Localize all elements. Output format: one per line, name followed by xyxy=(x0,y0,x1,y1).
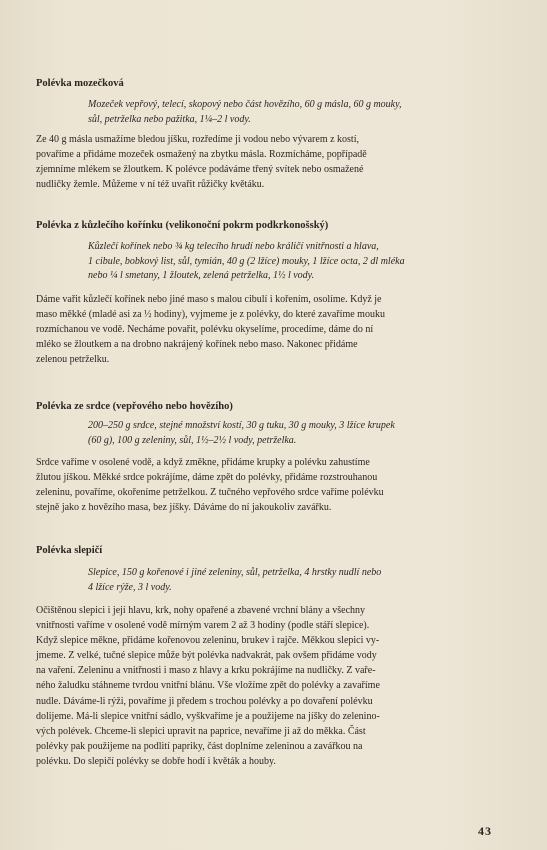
ingredients-line: 4 lžíce rýže, 3 l vody. xyxy=(88,581,172,593)
recipe-title: Polévka ze srdce (vepřového nebo hovězího) xyxy=(36,401,233,412)
text-line: na vaření. Zeleninu a vnitřnosti i maso z hlavy a krku pokrájíme na nudličky. Z vaře- xyxy=(36,665,376,677)
recipe-title: Polévka slepičí xyxy=(36,545,103,556)
recipe-instructions xyxy=(36,292,385,367)
text-line: vnitřnosti vaříme v osolené vodě mírným varem 2 až 3 hodiny (podle stáří slepice). xyxy=(36,620,370,632)
ingredients-line: Mozeček vepřový, telecí, skopový nebo část hovězího, 60 g másla, 60 g mouky, xyxy=(88,99,402,110)
recipe-instructions xyxy=(36,455,384,515)
recipe-ingredients xyxy=(88,98,402,127)
text-line: polévku. Do slepičí polévky se dobře hodí i květák a houby. xyxy=(36,755,276,767)
text-line: Očištěnou slepici i její hlavu, krk, nohy opařené a zbavené vrchní blány a všechny xyxy=(36,605,366,616)
recipe-title: Polévka mozečková xyxy=(36,78,124,89)
ingredients-line: sůl, petrželka nebo pažitka, 1¼–2 l vody. xyxy=(88,113,251,125)
text-line: vých polévek. Chceme-li slepici upravit na paprice, nevaříme ji až do měkka. Část xyxy=(36,725,366,737)
text-line: dolijeme. Má-li slepice vnitřní sádlo, vyškvaříme je a použijeme na jíšky do zelenino- xyxy=(36,710,380,722)
page-number: 43 xyxy=(478,824,492,838)
text-line: zelenou petrželku. xyxy=(36,354,110,366)
text-line: Když slepice měkne, přidáme kořenovou zeleninu, brukev i rajče. Měkkou slepici vy- xyxy=(36,635,380,647)
text-line: Ze 40 g másla usmažíme bledou jíšku, rozředíme ji vodou nebo vývarem z kostí, xyxy=(36,134,359,145)
recipe-title: Polévka z kůzlečího kořínku (velikonoční pokrm podkrkonošský) xyxy=(36,220,329,231)
recipe-instructions xyxy=(36,132,367,192)
recipe-ingredients xyxy=(88,240,405,284)
text-line: stejně jako z hovězího masa, bez jíšky. Dáváme do ní jakoukoliv zavářku. xyxy=(36,502,332,514)
ingredients-line: Slepice, 150 g kořenové i jiné zeleniny, sůl, petrželka, 4 hrstky nudlí nebo xyxy=(88,567,382,578)
text-line: nudle. Dáváme-li rýži, povaříme ji předem s trochou polévky a po dovaření polévku xyxy=(36,695,373,707)
text-line: mléko se žloutkem a na drobno nakrájený kořínek nebo maso. Nakonec přidáme xyxy=(36,339,358,351)
recipe-instructions xyxy=(36,603,380,769)
ingredients-line: 200–250 g srdce, stejné množství kostí, 30 g tuku, 30 g mouky, 3 lžíce krupek xyxy=(88,420,395,431)
ingredients-line: nebo ¼ l smetany, 1 žloutek, zelená petrželka, 1½ l vody. xyxy=(88,270,315,281)
text-line: žlutou jíškou. Měkké srdce pokrájíme, dáme zpět do polévky, přidáme rozstrouhanou xyxy=(36,472,378,484)
recipe-ingredients xyxy=(88,419,395,448)
ingredients-line: 1 cibule, bobkový list, sůl, tymián, 40 g (2 lžíce) mouky, 1 lžíce octa, 2 dl mléka xyxy=(88,255,405,267)
text-line: povaříme a přidáme mozeček osmažený na zbytku másla. Rozmícháme, popřípadě xyxy=(36,149,367,161)
text-line: Dáme vařit kůzlečí kořínek nebo jiné maso s malou cibulí i kořením, osolíme. Když je xyxy=(36,294,382,305)
ingredients-line: Kůzlečí kořínek nebo ¾ kg telecího hrudí nebo králičí vnitřnosti a hlava, xyxy=(88,241,379,252)
text-line: maso měkké (mladé asi za ½ hodiny), vyjmeme je z polévky, do které zavaříme mouku xyxy=(36,309,385,321)
text-line: ného žaludku stáhneme tvrdou vnitřní blánu. Vše vložíme zpět do polévky a zavaříme xyxy=(36,680,380,692)
recipe-ingredients xyxy=(88,566,381,595)
text-line: nudličky žemle. Můžeme v ní též uvařit růžičky květáku. xyxy=(36,179,265,191)
text-line: rozmíchanou ve vodě. Necháme povařit, polévku okyselíme, procedíme, dáme do ní xyxy=(36,324,374,336)
ingredients-line: (60 g), 100 g zeleniny, sůl, 1½–2½ l vody, petrželka. xyxy=(88,434,297,446)
text-line: Srdce vaříme v osolené vodě, a když změkne, přidáme krupky a polévku zahustíme xyxy=(36,457,370,468)
text-line: jmeme. Z velké, tučné slepice může být polévka nadvakrát, pak ovšem přidáme vody xyxy=(36,650,377,662)
text-line: polévky pak použijeme na podlití papriky, část doplníme zeleninou a zavářkou na xyxy=(36,740,363,752)
text-line: zeleninu, povaříme, okořeníme petrželkou. Z tučného vepřového srdce vaříme polévku xyxy=(36,487,384,499)
text-line: zjemníme mlékem se žloutkem. K polévce podáváme třený svítek nebo osmažené xyxy=(36,164,364,176)
